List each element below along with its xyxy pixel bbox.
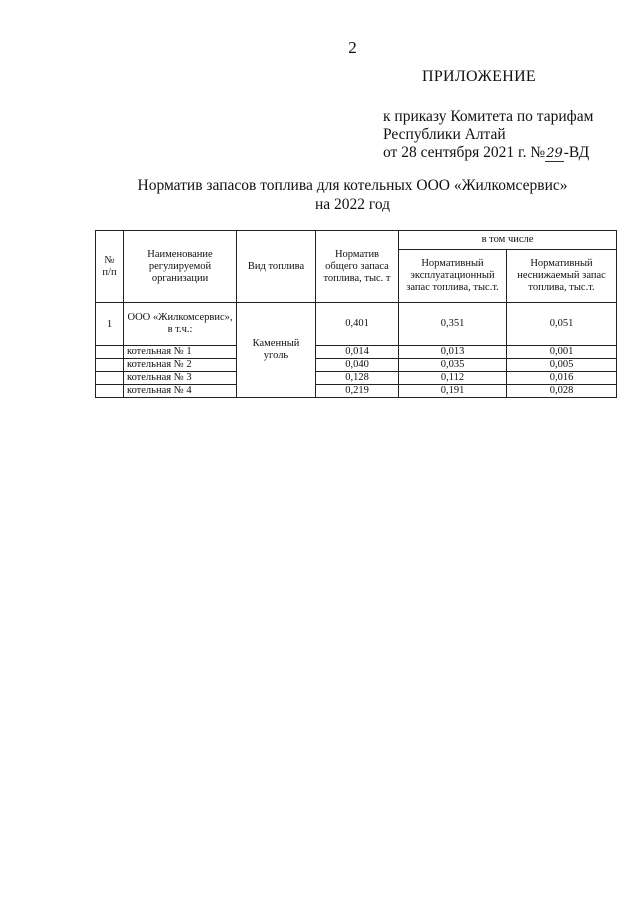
row-total: 0,128	[316, 372, 399, 385]
header-total: Норматив общего запаса топлива, тыс. т	[316, 231, 399, 303]
document-title	[0, 176, 639, 214]
title-line-1: Норматив запасов топлива для котельных ООО «Жилкомсервис»	[137, 177, 568, 194]
table-row	[96, 346, 617, 359]
row-operational: 0,191	[399, 385, 507, 398]
order-date-prefix: от 28 сентября 2021 г. №	[383, 144, 546, 161]
fuel-norm-table	[95, 230, 617, 398]
row-reserve: 0,001	[507, 346, 617, 359]
row-org: котельная № 3	[124, 372, 237, 385]
order-line-2: Республики Алтай	[383, 126, 506, 143]
row-reserve: 0,051	[507, 303, 617, 346]
row-org: котельная № 2	[124, 359, 237, 372]
table-header-row	[96, 231, 617, 250]
order-line-1: к приказу Комитета по тарифам	[383, 108, 594, 125]
row-num	[96, 372, 124, 385]
header-reserve: Нормативный неснижаемый запас топлива, тыс.т.	[507, 250, 617, 303]
row-num	[96, 346, 124, 359]
header-num: № п/п	[96, 231, 124, 303]
table-row	[96, 303, 617, 346]
order-suffix: -ВД	[563, 144, 590, 161]
row-num: 1	[96, 303, 124, 346]
row-num	[96, 385, 124, 398]
order-line-3	[383, 144, 593, 162]
table-row	[96, 385, 617, 398]
row-org: котельная № 1	[124, 346, 237, 359]
row-org: котельная № 4	[124, 385, 237, 398]
page-number: 2	[348, 38, 357, 57]
row-operational: 0,013	[399, 346, 507, 359]
row-reserve: 0,005	[507, 359, 617, 372]
row-total: 0,401	[316, 303, 399, 346]
header-operational: Нормативный эксплуатационный запас топлива, тыс.т.	[399, 250, 507, 303]
order-reference	[383, 108, 593, 162]
table-row	[96, 372, 617, 385]
header-including: в том числе	[399, 231, 617, 250]
fuel-type-cell: Каменный уголь	[237, 303, 316, 398]
row-total: 0,219	[316, 385, 399, 398]
row-reserve: 0,016	[507, 372, 617, 385]
handwritten-order-number: 29	[546, 146, 563, 161]
row-num	[96, 359, 124, 372]
title-line-2: на 2022 год	[314, 196, 391, 213]
header-org: Наименование регулируемой организации	[124, 231, 237, 303]
row-total: 0,014	[316, 346, 399, 359]
table-row	[96, 359, 617, 372]
row-total: 0,040	[316, 359, 399, 372]
appendix-title: ПРИЛОЖЕНИЕ	[422, 68, 537, 85]
row-reserve: 0,028	[507, 385, 617, 398]
row-operational: 0,035	[399, 359, 507, 372]
row-org: ООО «Жилкомсервис», в т.ч.:	[124, 303, 237, 346]
row-operational: 0,351	[399, 303, 507, 346]
row-operational: 0,112	[399, 372, 507, 385]
header-fuel: Вид топлива	[237, 231, 316, 303]
